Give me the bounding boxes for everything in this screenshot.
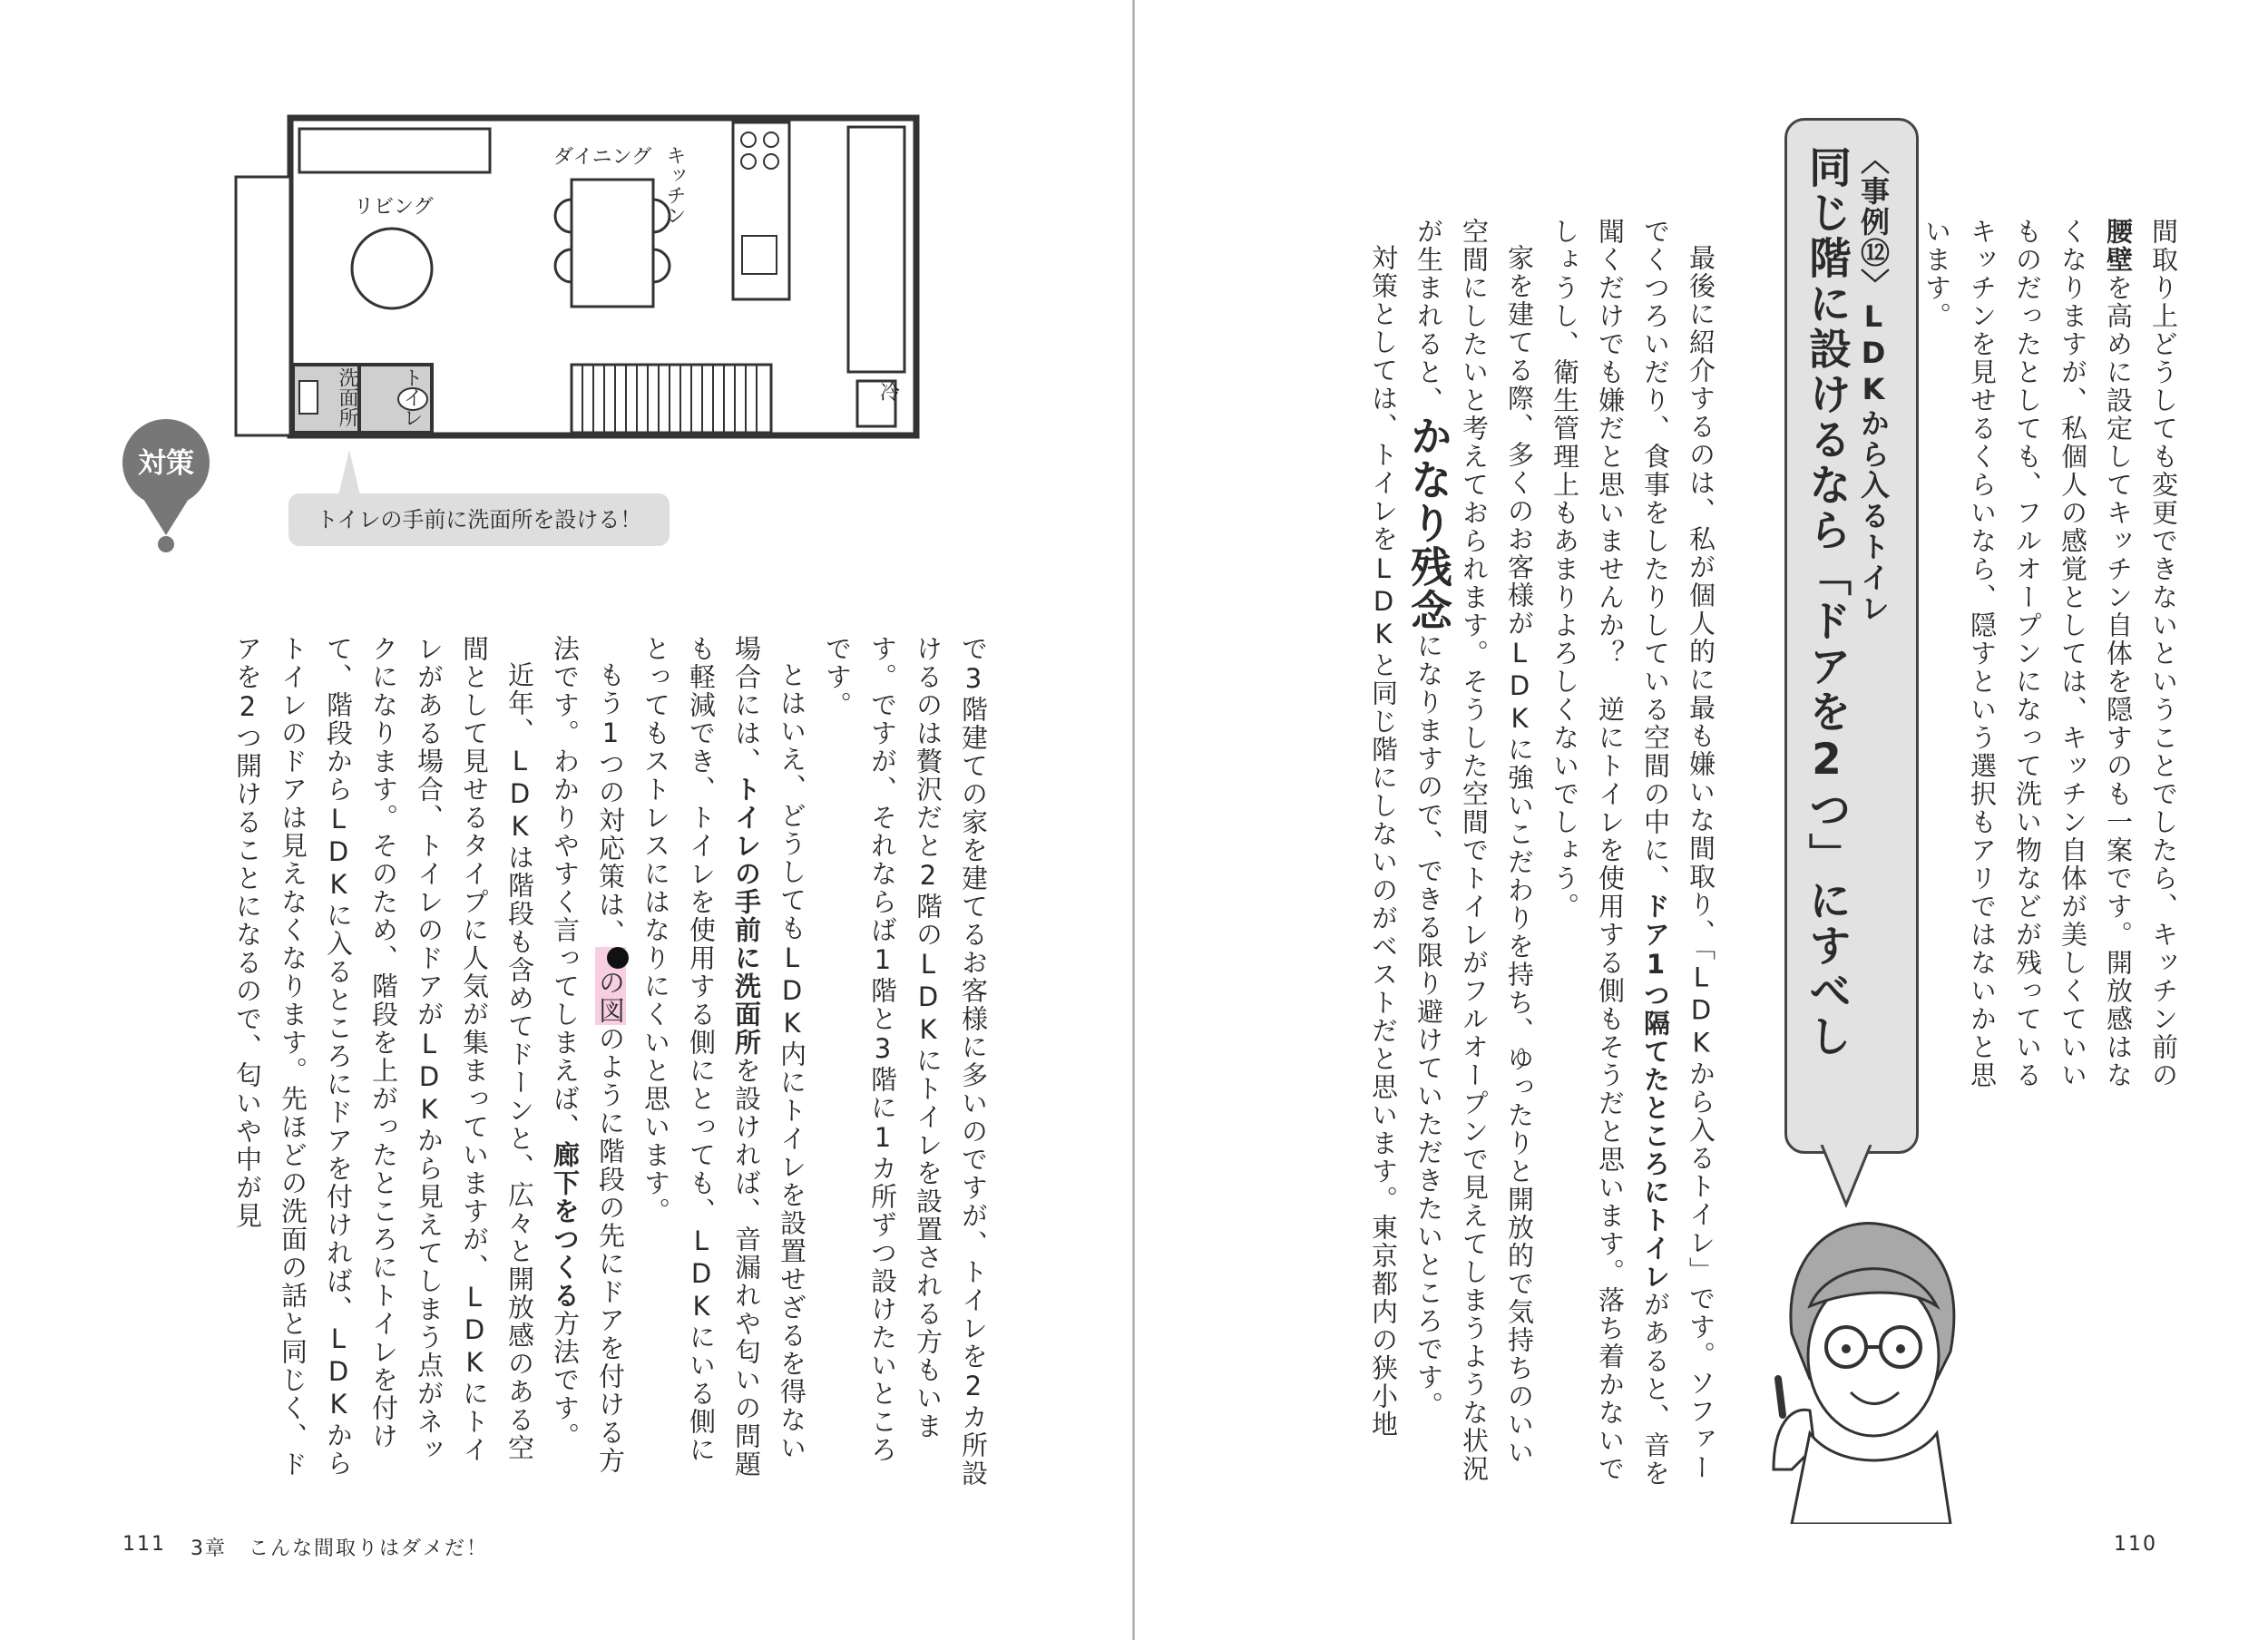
plan-sofa [299, 129, 490, 172]
left-page-number: 111 [122, 1533, 166, 1556]
figure-reference: の図 [595, 947, 626, 1025]
chapter-footer: 3章 こんな間取りはダメだ！ [191, 1538, 488, 1560]
plan-label-toilet: トイレ [400, 367, 423, 427]
badge-label: 対策 [138, 447, 194, 480]
emphasis-toilet-door: ドア1つ隔てたところにトイレ [1640, 893, 1671, 1291]
left-body-text [116, 635, 996, 1488]
plan-label-washroom: 洗面所 [336, 367, 358, 427]
emphasis-washroom: トイレの手前に洗面所 [731, 776, 762, 1057]
emphasis-disappointing: かなり残念 [1404, 415, 1453, 632]
right-paragraph-2: 家を建てる際、多くのお客様がLDKに強いこだわりを持ち、ゆったりと開放的で気持ちのいい空間にしたいと考えておられます。そうした空間でトイレがフルオープンで見えてしまうような状況が生まれると、かなり残念になりますので、できる限り避けていただきたいところです。 [1404, 218, 1535, 1483]
left-paragraph-3: もう1つの対応策は、の図のように階段の先にドアを付ける方法です。わかりやすく言ってしまえば、廊下をつくる方法です。 [543, 635, 633, 1488]
left-paragraph-4: 近年、LDKは階段も含めてドーンと、広々と開放感のある空間として見せるタイプに人気が集まっていますが、LDKにトイレがある場合、トイレのドアがLDKから見えてしまう点がネックになります。そのため、階段を上がったところにトイレを付けて、階段からLDKに入るところにドアを付ければ、LDKからトイレのドアは見えなくなります。先ほどの洗面の話と同じく、ドアを2つ開けることになるので、匂いや中が見 [232, 635, 535, 1479]
left-paragraph-2: とはいえ、どうしてもLDK内にトイレを設置せざるを得ない場合には、トイレの手前に洗面所を設ければ、音漏れや匂いの問題も軽減でき、トイレを使用する側にとっても、LDKにいる側にとってもストレスにはなりにくいと思います。 [640, 635, 807, 1479]
case-title: 同じ階に設けるなら「ドアを2つ」にすべし [1802, 145, 1852, 1059]
countermeasure-badge [116, 413, 216, 558]
right-page-number: 110 [2114, 1533, 2157, 1556]
plan-dining-table [572, 180, 653, 307]
floor-plan-figure [145, 109, 925, 472]
plan-label-living: リビング [354, 196, 434, 219]
author-illustration [1755, 1197, 1969, 1524]
right-paragraph-3: 対策としては、トイレをLDKと同じ階にしないのがベストだと思います。東京都内の狭小地 [1368, 244, 1399, 1439]
plan-back-counter [848, 127, 904, 372]
right-paragraph-1: 最後に紹介するのは、私が個人的に最も嫌いな間取り、「LDKから入るトイレ」です。ソファーでくつろいだり、食事をしたりしている空間の中に、ドア1つ隔てたところにトイレがあると、音を聞くだけでも嫌だと思いませんか？ 逆にトイレを使用する側もそうだと思います。落ち着かないでしょうし、衛生管理上もあまりよろしくないでしょう。 [1549, 218, 1716, 1488]
plan-label-kitchen: キッチン [663, 145, 686, 225]
right-intro-paragraph: 間取り上どうしても変更できないということでしたら、キッチン前の腰壁を高めに設定してキッチン自体を隠すのも一案です。開放感はなくなりますが、私個人の感覚としては、キッチン自体が美しくていいものだったとしても、フルオープンになって洗い物などが残っているキッチンを見せるくらいなら、隠すという選択もアリではないかと思います。 [1921, 218, 2179, 1089]
emphasis-low-wall: 腰壁 [2103, 218, 2134, 274]
right-body-text [1270, 218, 1724, 1488]
right-intro-text-block [1921, 218, 2186, 1107]
plan-label-dining: ダイニング [553, 146, 652, 169]
plan-label-fridge: 冷 [880, 382, 901, 405]
left-paragraph-1: で3階建ての家を建てるお客様に多いのですが、トイレを2カ所設けるのは贅沢だと2階のLDKにトイレを設置される方もいます。ですが、それならば1階と3階に1カ所ずつ設けたいところです。 [822, 635, 989, 1488]
case-subtitle: 〈事例⑫〉LDKから入るトイレ [1856, 145, 1891, 624]
plan-living-table [352, 229, 432, 308]
caption-tail [338, 450, 360, 495]
plan-porch [236, 177, 290, 435]
figure-caption: トイレの手前に洗面所を設ける！ [288, 493, 670, 546]
filled-circle-icon [607, 947, 629, 969]
plan-stairs [572, 365, 771, 433]
emphasis-corridor: 廊下をつくる [550, 1141, 581, 1310]
